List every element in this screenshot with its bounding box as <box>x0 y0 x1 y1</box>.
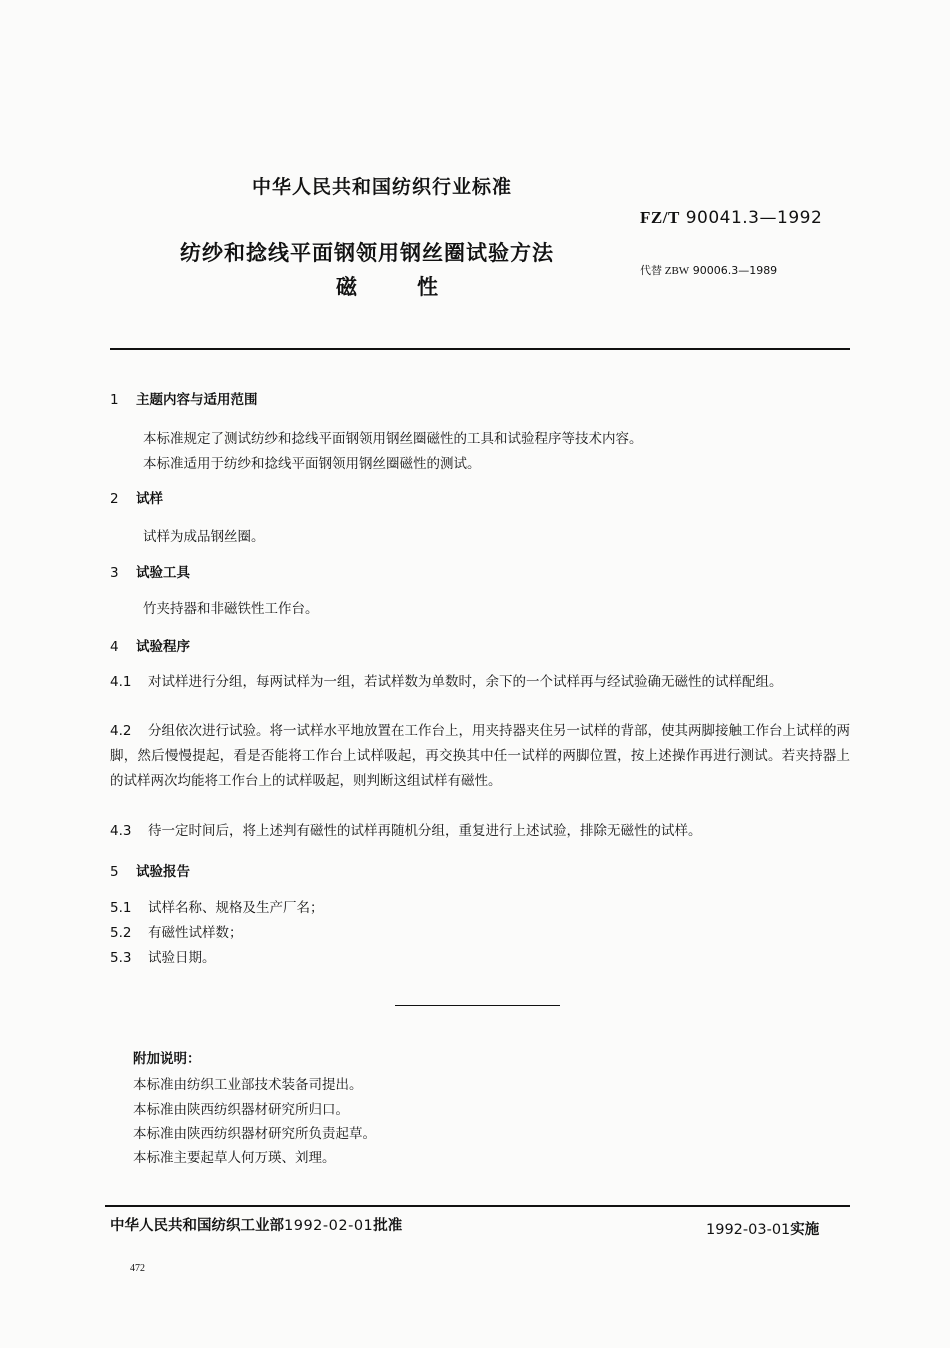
clause-number: 4.1 <box>110 674 132 690</box>
section-number: 1 <box>110 392 119 408</box>
replaces-standard <box>640 262 777 278</box>
header-rule <box>110 348 850 350</box>
replaces-number: 90006.3—1989 <box>692 264 778 277</box>
report-item <box>110 946 216 966</box>
standard-code-number: 90041.3—1992 <box>685 208 823 228</box>
item-number: 5.3 <box>110 950 132 966</box>
clause-paragraph <box>110 819 850 844</box>
section-text: 本标准适用于纺纱和捻线平面钢领用钢丝圈磁性的测试。 <box>143 456 481 472</box>
approval-org: 中华人民共和国纺织工业部 <box>110 1218 284 1234</box>
clause-text: 分组依次进行试验。将一试样水平地放置在工作台上，用夹持器夹住另一试样的背部，使其两脚接触工作台上试样的两脚，然后慢慢提起，看是否能将工作台上试样吸起，再交换其中任一试样的两脚位置，按上述操作再进行测试。若夹持器上的试样两次均能将工作台上的试样吸起，则判断这组试样有磁性。 <box>110 723 850 789</box>
report-item <box>110 896 324 916</box>
approval-line <box>110 1214 402 1235</box>
clause-number: 4.3 <box>110 823 132 839</box>
standard-code-label: FZ/T <box>640 208 680 227</box>
effective-suffix: 实施 <box>790 1222 820 1238</box>
section-title: 试验报告 <box>136 864 190 880</box>
section-text: 本标准规定了测试纺纱和捻线平面钢领用钢丝圈磁性的工具和试验程序等技术内容。 <box>143 431 643 447</box>
document-title: 纺纱和捻线平面钢领用钢丝圈试验方法 <box>180 241 554 265</box>
standard-code <box>640 208 822 228</box>
section-heading <box>110 561 190 581</box>
standard-category-title: 中华人民共和国纺织行业标准 <box>252 176 513 198</box>
item-number: 5.1 <box>110 900 132 916</box>
section-title: 试验工具 <box>136 565 190 581</box>
clause-text: 待一定时间后，将上述判有磁性的试样再随机分组，重复进行上述试验，排除无磁性的试样。 <box>148 823 702 839</box>
item-text: 试样名称、规格及生产厂名； <box>148 900 324 916</box>
clause-text: 对试样进行分组，每两试样为一组，若试样数为单数时，余下的一个试样再与经试验确无磁性的试样配组。 <box>148 674 783 690</box>
clause-number: 4.2 <box>110 723 132 739</box>
section-text: 试样为成品钢丝圈。 <box>143 529 265 545</box>
note-line: 本标准主要起草人何万瑛、刘理。 <box>133 1150 336 1166</box>
effective-date: 1992-03-01 <box>706 1222 791 1238</box>
note-line: 本标准由陕西纺织器材研究所负责起草。 <box>133 1126 376 1142</box>
section-heading <box>110 487 163 507</box>
section-heading <box>110 388 258 408</box>
section-number: 4 <box>110 639 119 655</box>
section-number: 3 <box>110 565 119 581</box>
section-number: 2 <box>110 491 119 507</box>
item-text: 有磁性试样数； <box>148 925 243 941</box>
approval-suffix: 批准 <box>373 1218 403 1234</box>
report-item <box>110 921 243 941</box>
end-of-text-rule <box>395 1005 560 1006</box>
clause-paragraph <box>110 719 850 794</box>
note-line: 本标准由纺织工业部技术装备司提出。 <box>133 1077 363 1093</box>
section-text: 竹夹持器和非磁铁性工作台。 <box>143 601 319 617</box>
footer-rule <box>105 1205 850 1207</box>
item-text: 试验日期。 <box>148 950 216 966</box>
approval-date: 1992-02-01 <box>284 1218 374 1234</box>
section-title: 主题内容与适用范围 <box>136 392 258 408</box>
item-number: 5.2 <box>110 925 132 941</box>
document-subtitle: 磁性 <box>336 275 498 299</box>
notes-heading: 附加说明： <box>133 1051 201 1067</box>
section-title: 试样 <box>136 491 163 507</box>
replaces-label: 代替 ZBW <box>640 265 690 277</box>
section-heading <box>110 635 190 655</box>
page-number: 472 <box>130 1263 145 1274</box>
clause-paragraph <box>110 670 850 695</box>
section-number: 5 <box>110 864 119 880</box>
effective-line <box>706 1218 819 1239</box>
note-line: 本标准由陕西纺织器材研究所归口。 <box>133 1102 349 1118</box>
section-title: 试验程序 <box>136 639 190 655</box>
section-heading <box>110 860 190 880</box>
